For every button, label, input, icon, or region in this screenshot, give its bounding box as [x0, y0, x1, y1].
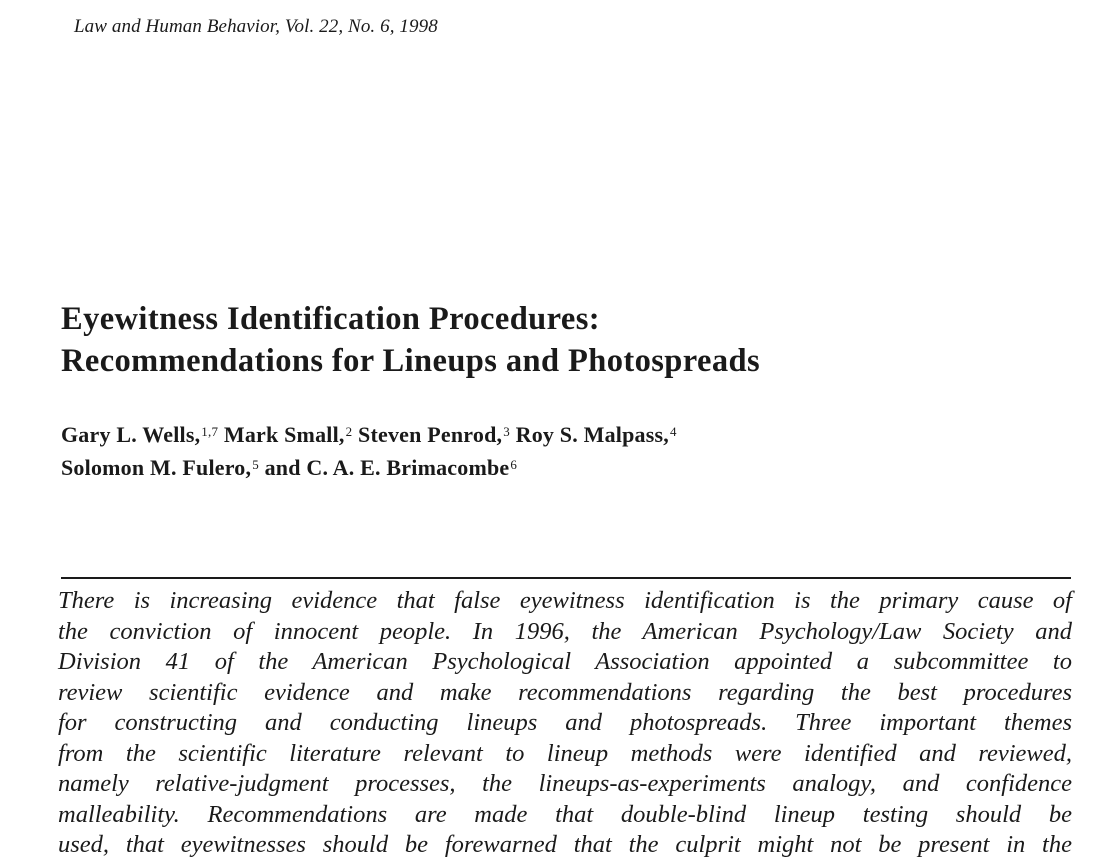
author-name: Steven Penrod,: [358, 422, 503, 447]
abstract-line: the conviction of innocent people. In 1996, the American Psychology/Law Society and: [58, 617, 1072, 645]
abstract-line: namely relative-judgment processes, the lineups-as-experiments analogy, and confidence: [58, 770, 1072, 797]
author-affiliation: 4: [669, 424, 677, 439]
abstract-line: used, that eyewitnesses should be forewarned that the culprit might not be present in the: [58, 831, 1072, 858]
author-name: Roy S. Malpass,: [515, 422, 669, 447]
abstract-line: review scientific evidence and make recommendations regarding the best procedures: [58, 678, 1072, 706]
article-title: [61, 298, 760, 382]
author-name: and C. A. E. Brimacombe: [264, 455, 510, 480]
abstract-line: for constructing and conducting lineups and photospreads. Three important themes: [58, 709, 1072, 736]
abstract-line: from the scientific literature relevant to lineup methods were identified and reviewed,: [58, 739, 1072, 767]
author-affiliation: 1,7: [201, 424, 219, 439]
author-name: Mark Small,: [223, 422, 345, 447]
abstract-line: There is increasing evidence that false eyewitness identification is the primary cause of: [58, 587, 1072, 614]
abstract-divider: [61, 577, 1071, 579]
title-line-1: Eyewitness Identification Procedures:: [61, 301, 600, 337]
author-line-2: [61, 451, 677, 484]
author-name: Solomon M. Fulero,: [61, 455, 252, 480]
journal-citation: Law and Human Behavior, Vol. 22, No. 6, 1998: [74, 16, 438, 37]
author-affiliation: 6: [510, 457, 518, 472]
author-affiliation: 5: [252, 457, 259, 472]
author-name: Gary L. Wells,: [61, 422, 201, 447]
author-line-1: [61, 418, 677, 451]
title-line-2: Recommendations for Lineups and Photospreads: [61, 343, 760, 379]
author-affiliation: 3: [503, 424, 510, 439]
abstract-line: Division 41 of the American Psychological Association appointed a subcommittee to: [58, 648, 1072, 675]
author-list: [61, 418, 677, 484]
abstract: [58, 586, 1072, 861]
author-affiliation: 2: [345, 424, 353, 439]
abstract-line: malleability. Recommendations are made that double-blind lineup testing should be: [58, 800, 1072, 828]
